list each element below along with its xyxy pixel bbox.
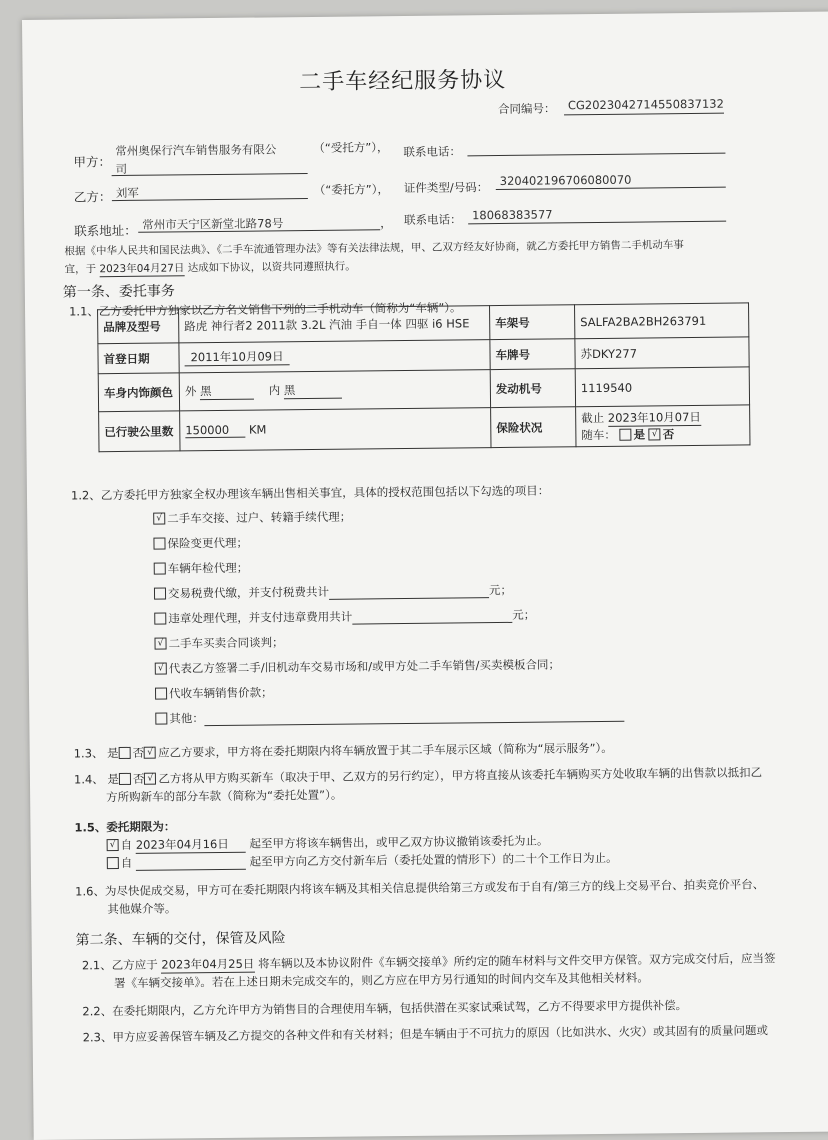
- term-start-date: 2023年04月16日: [136, 836, 246, 854]
- engine-label: 发动机号: [490, 369, 575, 408]
- vin-value: SALFA2BA2BH263791: [575, 303, 749, 339]
- option-tax: 交易税费代缴，并支付税费共计 元；: [154, 582, 512, 602]
- insurance-label: 保险状况: [491, 407, 576, 448]
- section2-heading: 第二条、车辆的交付，保管及风险: [75, 930, 286, 949]
- clause-1-4: 1.4、 是 否 √ 乙方将从甲方购买新车（取决于甲、乙双方的另行约定），甲方将直接从该委托车辆购买方处收取车辆的出售款以抵扣乙: [73, 765, 763, 787]
- color-label: 车身内饰颜色: [98, 373, 179, 412]
- clause-2-1-line2: 署《车辆交接单》。若在上述日期未完成交车的，则乙方应在甲方另行通知的时间内交车及其他相关材料。: [114, 970, 649, 991]
- party-b-label: 乙方：: [73, 189, 112, 205]
- mileage-value: 150000: [185, 423, 245, 439]
- dispose-no-checkbox[interactable]: √: [144, 772, 156, 784]
- preamble-date: 2023年04月27日: [99, 262, 185, 276]
- reg-date-label: 首登日期: [98, 343, 179, 374]
- option-inspection: 车辆年检代理；: [154, 560, 249, 577]
- party-b-id-label: 证件类型/号码：: [403, 180, 489, 196]
- address-phone-value: 18068383577: [471, 207, 553, 223]
- insurance-no-checkbox[interactable]: √: [649, 428, 661, 440]
- option-collect-payment: 代收车辆销售价款；: [155, 684, 273, 701]
- engine-value: 1119540: [575, 367, 749, 407]
- party-b-id-value: 320402196706080070: [499, 172, 632, 189]
- vehicle-table: [97, 302, 750, 452]
- clause-1-3: 1.3、 是 否 √ 应乙方要求，甲方将在委托期限内将车辆放置于其二手车展示区域（简称为“展示服务”）。: [73, 740, 613, 761]
- option-checkbox[interactable]: [153, 537, 165, 549]
- term-checkbox[interactable]: [107, 857, 119, 869]
- term-option-1: √ 自 2023年04月16日 起至甲方将该车辆售出，或甲乙双方协议撤销该委托为止。: [107, 833, 549, 855]
- party-a-phone-label: 联系电话：: [403, 144, 461, 160]
- option-sign-contract: √ 代表乙方签署二手/旧机动车交易市场和/或甲方处二手车销售/买卖模板合同；: [155, 656, 560, 676]
- clause-1-2: 1.2、乙方委托甲方独家全权办理该车辆出售相关事宜，具体的授权范围包括以下勾选的项目：: [70, 483, 550, 503]
- term-option-2: 自 起至甲方向乙方交付新车后（委托处置的情形下）的二十个工作日为止。: [107, 850, 618, 871]
- option-checkbox[interactable]: [154, 562, 166, 574]
- party-b-role: （“委托方”），: [313, 182, 390, 197]
- reg-date-value: 2011年10月09日: [184, 348, 289, 366]
- option-checkbox[interactable]: √: [155, 662, 167, 674]
- party-b-name: 刘军: [115, 185, 139, 201]
- address-phone-label: 联系电话：: [404, 212, 462, 228]
- clause-1-1: 1.1、乙方委托甲方独家以乙方名义销售下列的二手机动车（简称为“车辆”）。: [68, 300, 462, 319]
- option-checkbox[interactable]: √: [153, 512, 165, 524]
- clause-1-4-line2: 方所购新车的部分车款（简称为“委托处置”）。: [106, 787, 343, 805]
- mileage-unit: KM: [248, 422, 267, 437]
- vin-label: 车架号: [490, 305, 575, 340]
- party-a-name-line1: 常州奥保行汽车销售服务有限公: [115, 142, 277, 159]
- clause-2-1: 2.1、乙方应于 2023年04月25日 将车辆以及本协议附件《车辆交接单》所约定的随车材料与文件交甲方保管。双方完成交付后，应当签: [81, 951, 776, 973]
- brand-label: 品牌及型号: [98, 309, 179, 344]
- color-out-value: 黑: [200, 383, 254, 401]
- section1-heading: 第一条、委托事务: [62, 283, 175, 301]
- party-a-phone-line: [467, 153, 725, 157]
- term-checkbox[interactable]: √: [107, 839, 119, 851]
- party-a-label: 甲方：: [73, 154, 112, 170]
- clause-2-3: 2.3、甲方应妥善保管车辆及乙方提交的各种文件和有关材料；但是车辆由于不可抗力的原因（比如洪水、火灾）或其固有的质量问题或: [82, 1023, 768, 1045]
- preamble-line1: 根据《中华人民共和国民法典》、《二手车流通管理办法》等有关法律法规，甲、乙双方经友好协商，就乙方委托甲方销售二手机动车事: [64, 239, 684, 258]
- option-transfer: √ 二手车交接、过户、转籍手续代理；: [153, 509, 351, 527]
- contract-number-line: [564, 113, 724, 116]
- preamble-line2: 宜，于 2023年04月27日 达成如下协议，以资共同遵照执行。: [64, 260, 356, 276]
- option-other: 其他：: [155, 706, 624, 727]
- insurance-date: 2023年10月07日: [607, 409, 701, 425]
- clause-1-5: 1.5、委托期限为：: [74, 819, 176, 835]
- option-insurance: 保险变更代理；: [153, 535, 248, 552]
- option-checkbox[interactable]: [154, 612, 166, 624]
- option-violation: 违章处理代理，并支付违章费用共计 元；: [154, 607, 535, 627]
- brand-value: 路虎 神行者2 2011款 3.2L 汽油 手自一体 四驱 i6 HSE: [179, 306, 490, 343]
- clause-1-6: 1.6、为尽快促成交易，甲方可在委托期限内将该车辆及其相关信息提供给第三方或发布于自有/第三方的线上交易平台、拍卖竞价平台、: [75, 877, 765, 899]
- party-b-name-line: [112, 198, 308, 201]
- show-yes-checkbox[interactable]: [119, 746, 131, 758]
- address-comma: ，: [380, 216, 392, 231]
- option-checkbox[interactable]: [155, 687, 167, 699]
- clause-1-6-line2: 其他媒介等。: [107, 901, 177, 917]
- party-a-role: （“受托方”），: [313, 140, 389, 155]
- contract-paper: [22, 12, 828, 1140]
- plate-label: 车牌号: [490, 339, 575, 370]
- insurance-yes-checkbox[interactable]: [619, 428, 631, 440]
- document-title: 二手车经纪服务协议: [299, 67, 507, 96]
- table-row: 已行驶公里数 150000 KM 保险状况 截止 2023年10月07日 随车： 是 √ 否: [99, 405, 750, 452]
- contract-number-value: CG2023042714550837132: [567, 96, 724, 113]
- party-a-name-line2: 司: [115, 161, 128, 177]
- dispose-yes-checkbox[interactable]: [119, 772, 131, 784]
- table-row: 车身内饰颜色 外 黑 内 黑 发动机号 1119540: [98, 367, 749, 412]
- plate-value: 苏DKY277: [575, 337, 749, 369]
- color-in-value: 黑: [284, 382, 342, 400]
- option-checkbox[interactable]: √: [154, 637, 166, 649]
- contract-number-label: 合同编号：: [497, 101, 556, 117]
- mileage-label: 已行驶公里数: [99, 411, 180, 452]
- option-checkbox[interactable]: [154, 587, 166, 599]
- address-value: 常州市天宁区新堂北路78号: [142, 216, 284, 232]
- party-a-name-line: [112, 173, 308, 176]
- delivery-date: 2023年04月25日: [161, 956, 255, 972]
- address-label: 联系地址：: [74, 222, 137, 239]
- show-no-checkbox[interactable]: √: [144, 746, 156, 758]
- option-checkbox[interactable]: [155, 712, 167, 724]
- clause-2-2: 2.2、在委托期限内，乙方允许甲方为销售目的合理使用车辆，包括供潜在买家试乘试驾，乙方不得要求甲方提供补偿。: [82, 998, 688, 1019]
- option-negotiation: √ 二手车买卖合同谈判；: [154, 634, 283, 651]
